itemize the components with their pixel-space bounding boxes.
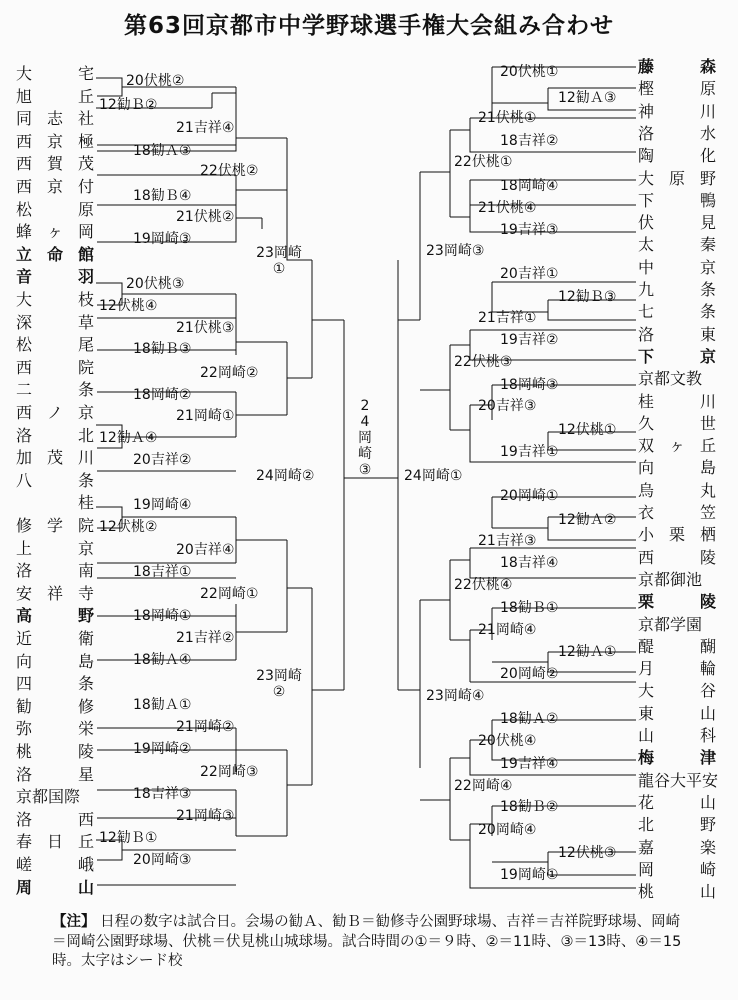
team-name: 太 秦: [638, 235, 716, 255]
team-name: 西 ノ 京: [16, 403, 94, 422]
final-char: 4: [360, 414, 370, 430]
team-name: 嵯 峨: [16, 855, 94, 874]
team-name: 洛 北: [16, 425, 94, 445]
game-label: 20吉祥④: [176, 542, 235, 558]
team-name: 桃 陵: [16, 742, 94, 761]
team-name: 桃 山: [638, 882, 716, 902]
game-label: 20吉祥③: [478, 398, 537, 414]
game-label: 12伏桃②: [99, 519, 158, 535]
game-label: 22伏桃②: [200, 163, 259, 179]
game-label: 19吉祥④: [500, 756, 559, 772]
team-name: 西 京 付: [16, 177, 94, 196]
team-name: 西 院: [16, 357, 94, 377]
game-label: 21吉祥④: [176, 120, 235, 136]
page-title: 第63回京都市中学野球選手権大会組み合わせ: [123, 13, 614, 39]
final-char: 崎: [358, 446, 372, 462]
team-name: 岡 崎: [638, 859, 716, 879]
game-label: 18勧Ｂ②: [500, 799, 559, 815]
team-name: 松 尾: [16, 335, 94, 355]
team-name: 嘉 楽: [638, 837, 716, 857]
game-label-line: ②: [272, 684, 286, 700]
team-name: 伏 見: [638, 213, 716, 233]
game-label: 22伏桃④: [454, 577, 513, 593]
team-name: 大 枝: [16, 290, 94, 309]
team-name: 梅 津: [638, 748, 716, 768]
team-name: 西 賀 茂: [16, 154, 94, 174]
game-label: 21吉祥③: [478, 533, 537, 549]
team-name: 蜂 ヶ 岡: [16, 222, 94, 242]
game-label: 21岡崎①: [176, 408, 235, 424]
final-char: ③: [358, 462, 372, 478]
game-label: 24岡崎②: [256, 468, 315, 484]
game-label: 18吉祥③: [133, 786, 192, 802]
team-name: 春 日 丘: [16, 832, 94, 852]
team-name: 修 学 院: [16, 516, 94, 535]
game-label: 21吉祥①: [478, 310, 537, 326]
game-label: 20伏桃①: [500, 64, 559, 80]
team-name: 西 京 極: [16, 131, 94, 151]
schedule-note: [52, 913, 692, 972]
game-label: 19岡崎①: [500, 867, 559, 883]
team-name: 高 野: [16, 606, 94, 626]
game-label: 12伏桃①: [558, 422, 617, 438]
final-char: 岡: [358, 430, 372, 446]
team-name: 洛 南: [16, 561, 94, 581]
team-name: 衣 笠: [638, 503, 716, 522]
game-label: 18勧Ａ①: [133, 697, 192, 713]
team-name: 桂 川: [638, 391, 716, 411]
game-label: [252, 245, 306, 277]
game-label: 21岡崎④: [478, 622, 537, 638]
team-name: 京都御池: [638, 569, 703, 589]
team-name: 八 条: [16, 470, 94, 490]
team-name: 同 志 社: [16, 109, 94, 129]
game-label: 20岡崎④: [478, 822, 537, 838]
game-label-line: 23岡崎: [256, 668, 302, 684]
game-label: 19吉祥①: [500, 444, 559, 460]
team-name: 大 宅: [16, 64, 94, 83]
game-label: 18岡崎③: [500, 377, 559, 393]
team-name: 九 条: [638, 280, 716, 299]
team-name: 深 草: [16, 312, 94, 332]
team-name: 向 島: [16, 651, 94, 671]
team-name: 大 原 野: [638, 168, 716, 188]
game-label: 12勧Ａ①: [558, 644, 617, 660]
team-name: 花 山: [638, 792, 716, 812]
game-label: 18勧Ａ④: [133, 652, 192, 668]
final-char: 2: [360, 398, 370, 414]
game-label: 18勧Ａ③: [133, 143, 192, 159]
team-name: 近 衛: [16, 629, 94, 648]
team-name: 京都学園: [638, 614, 703, 634]
team-name: 樫 原: [638, 79, 716, 99]
game-label: 19吉祥③: [500, 222, 559, 238]
team-name: 洛 東: [638, 324, 716, 344]
game-label-line: ①: [272, 261, 286, 277]
team-name: 北 野: [638, 815, 716, 835]
team-name: 龍谷大平安: [638, 770, 719, 790]
game-label: [252, 668, 306, 700]
game-label: 20岡崎③: [133, 852, 192, 868]
game-label: 21吉祥②: [176, 630, 235, 646]
team-name: 四 条: [16, 674, 94, 694]
game-label: 18岡崎②: [133, 387, 192, 403]
team-name: 桂: [77, 493, 94, 513]
game-label: 18吉祥①: [133, 564, 192, 580]
game-label: 18勧Ｂ①: [500, 600, 559, 616]
game-label: 23岡崎③: [426, 243, 485, 259]
game-label: 19岡崎④: [133, 497, 192, 513]
team-name: 大 谷: [638, 681, 716, 701]
game-label: 21伏桃④: [478, 200, 537, 216]
team-name: 安 祥 寺: [16, 583, 94, 603]
team-name: 神 川: [638, 101, 716, 121]
team-name: 双 ヶ 丘: [638, 436, 716, 456]
game-label: 22岡崎②: [200, 365, 259, 381]
game-label: 20伏桃②: [126, 73, 185, 89]
game-label-line: 23岡崎: [256, 245, 302, 261]
game-label: 12勧Ｂ③: [558, 289, 617, 305]
game-label: 12伏桃③: [558, 845, 617, 861]
game-label: 18岡崎④: [500, 178, 559, 194]
team-name: 周 山: [16, 877, 94, 897]
note-tag: 【注】: [52, 914, 96, 930]
team-name: 弥 栄: [16, 719, 94, 739]
team-name: 京都国際: [16, 787, 81, 807]
game-label: 24岡崎①: [404, 468, 463, 484]
team-name: 西 陵: [638, 547, 716, 567]
game-label: 18勧Ｂ④: [133, 188, 192, 204]
team-name: 下 鴨: [638, 190, 716, 210]
final-label: [357, 398, 373, 478]
game-label: 18吉祥②: [500, 133, 559, 149]
game-label: 21伏桃③: [176, 320, 235, 336]
team-name: 洛 水: [638, 123, 716, 143]
game-label: 19岡崎②: [133, 741, 192, 757]
team-name: 栗 陵: [638, 592, 716, 612]
game-label: 21伏桃②: [176, 209, 235, 225]
team-name: 小 栗 栖: [638, 525, 716, 545]
game-label: 18岡崎①: [133, 608, 192, 624]
team-name: 勧 修: [16, 696, 94, 716]
game-label: 21岡崎③: [176, 808, 235, 824]
team-name: 立 命 館: [16, 244, 94, 264]
game-label: 12勧Ａ④: [99, 430, 158, 446]
game-label: 21伏桃①: [478, 110, 537, 126]
team-name: 藤 森: [638, 57, 716, 76]
game-label: 18勧Ａ②: [500, 711, 559, 727]
team-name: 烏 丸: [638, 480, 716, 500]
game-label: 12勧Ａ②: [558, 512, 617, 528]
team-name: 京都文教: [638, 369, 703, 389]
team-name: 陶 化: [638, 146, 716, 166]
game-label: 22岡崎③: [200, 764, 259, 780]
team-name: 向 島: [638, 458, 716, 478]
team-name: 月 輪: [638, 659, 716, 679]
team-name: 松 原: [16, 199, 94, 219]
team-name: 旭 丘: [16, 86, 94, 106]
team-name: 中 京: [638, 257, 716, 277]
game-label: 22伏桃①: [454, 154, 513, 170]
game-label: 23岡崎④: [426, 688, 485, 704]
team-name: 七 条: [638, 302, 716, 322]
game-label: 21岡崎②: [176, 719, 235, 735]
team-name: 下 京: [638, 346, 716, 366]
game-label: 18吉祥④: [500, 555, 559, 571]
game-label: 12勧Ｂ①: [99, 830, 158, 846]
team-name: 二 条: [16, 380, 94, 400]
game-label: 22岡崎④: [454, 778, 513, 794]
team-name: 東 山: [638, 703, 716, 723]
team-name: 上 京: [16, 538, 94, 558]
game-label: 19吉祥②: [500, 332, 559, 348]
game-label: 19岡崎③: [133, 231, 192, 247]
note-text: 日程の数字は試合日。会場の勧Ａ、勧Ｂ＝勧修寺公園野球場、吉祥＝吉祥院野球場、岡崎＝岡崎公園野球場、伏桃＝伏見桃山城球場。試合時間の①＝９時、②＝11時、③＝13時、④＝15時。太字はシード校: [52, 914, 682, 969]
game-label: 12勧Ｂ②: [99, 97, 158, 113]
team-name: 久 世: [638, 413, 716, 433]
team-name: 加 茂 川: [16, 448, 94, 468]
game-label: 18勧Ｂ③: [133, 341, 192, 357]
game-label: 22伏桃③: [454, 354, 513, 370]
game-label: 20岡崎①: [500, 488, 559, 504]
team-name: 醍 醐: [638, 636, 716, 656]
game-label: 20伏桃③: [126, 276, 185, 292]
game-label: 20吉祥②: [133, 452, 192, 468]
team-name: 音 羽: [16, 267, 94, 287]
game-label: 12勧Ａ③: [558, 90, 617, 106]
team-name: 山 科: [638, 726, 716, 745]
game-label: 20吉祥①: [500, 266, 559, 282]
game-label: 22岡崎①: [200, 586, 259, 602]
team-name: 洛 西: [16, 809, 94, 829]
game-label: 12伏桃④: [99, 298, 158, 314]
game-label: 20岡崎②: [500, 666, 559, 682]
game-label: 20伏桃④: [478, 733, 537, 749]
team-name: 洛 星: [16, 764, 94, 784]
